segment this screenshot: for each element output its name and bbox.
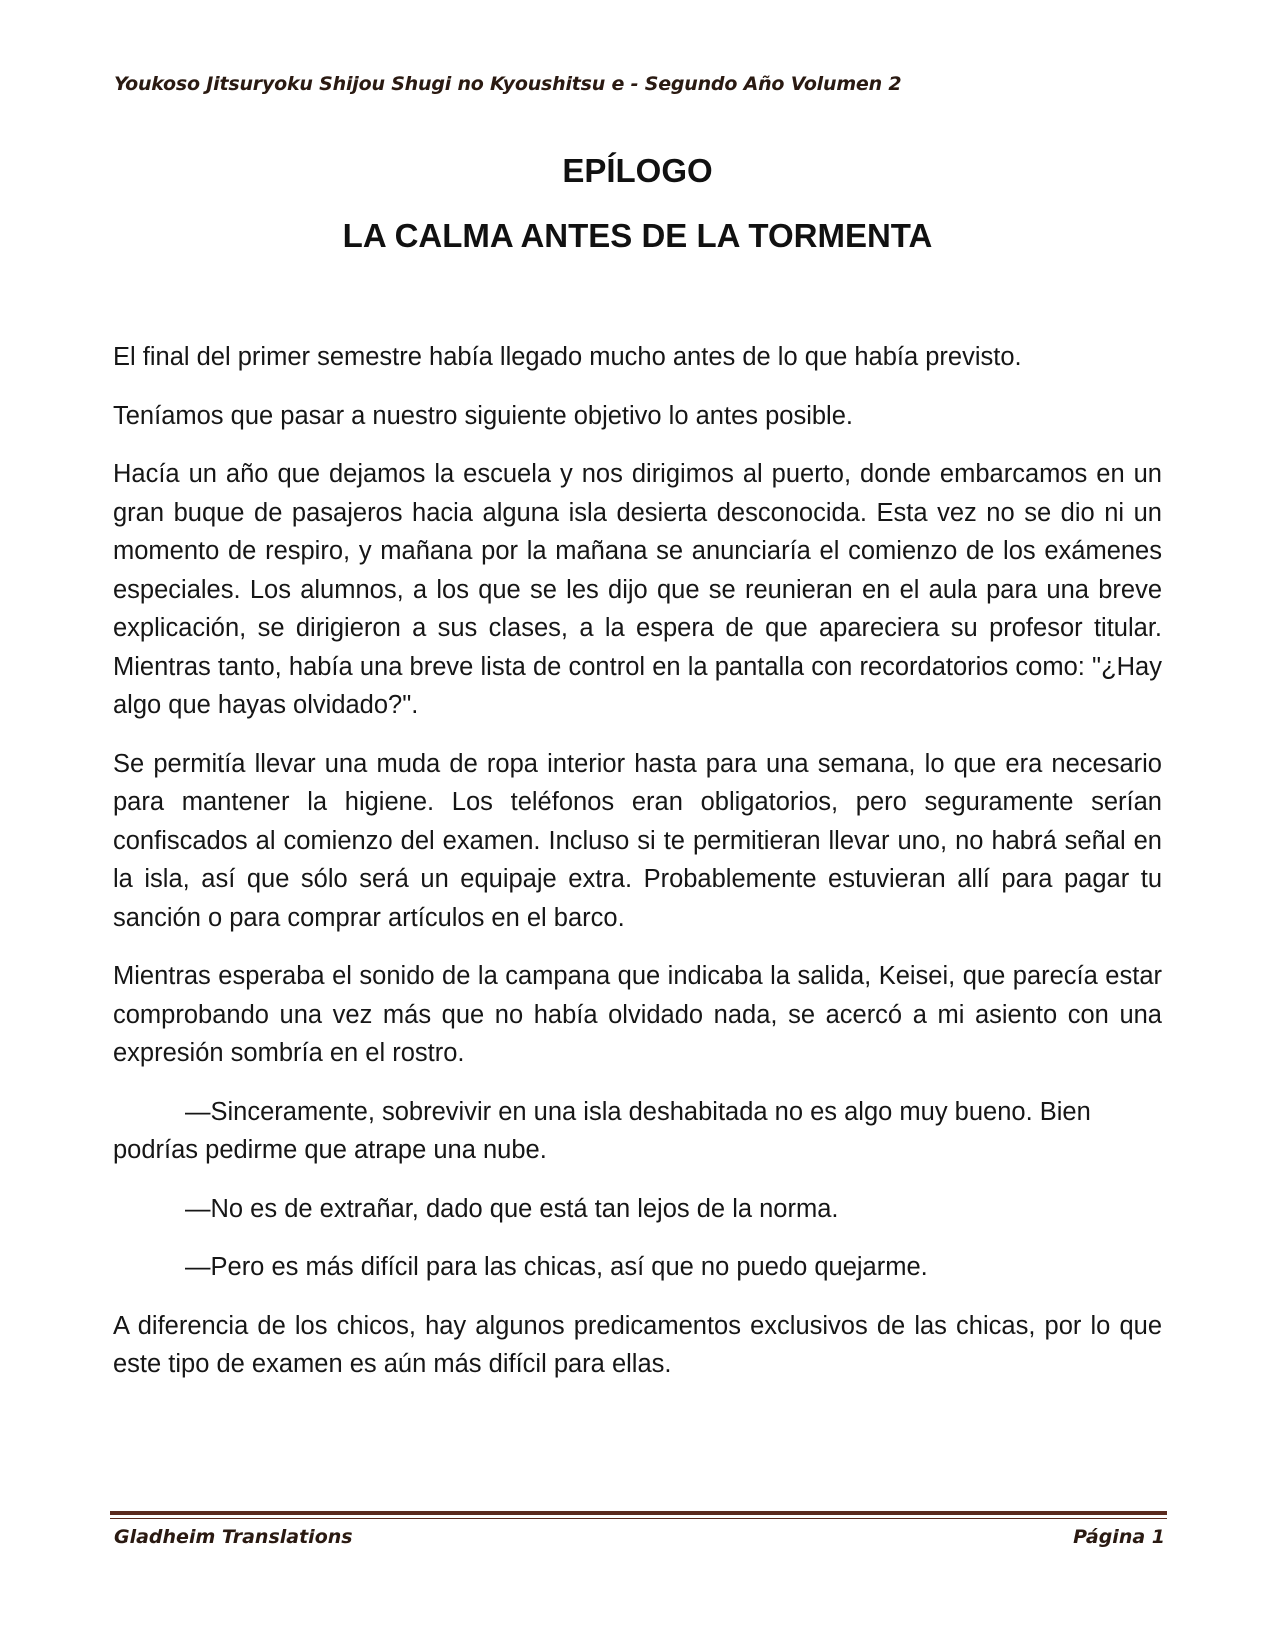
footer-credit: Gladheim Translations [114,1526,353,1548]
paragraph: Teníamos que pasar a nuestro siguiente objetivo lo antes posible. [113,401,853,430]
chapter-title: LA CALMA ANTES DE LA TORMENTA [342,217,933,254]
running-header: Youkoso Jitsuryoku Shijou Shugi no Kyoushitsu e - Segundo Año Volumen 2 [114,73,902,95]
dialogue-paragraph: —No es de extrañar, dado que está tan lejos de la norma. [185,1194,839,1223]
paragraph: Mientras esperaba el sonido de la campana que indicaba la salida, Keisei, que parecía estar comprobando una vez más que no había olvidado nada, se acercó a mi asiento con una expresión sombría en el rostro. [113,962,1162,1067]
chapter-label: EPÍLOGO [562,152,713,189]
paragraph: Se permitía llevar una muda de ropa interior hasta para una semana, lo que era necesario para mantener la higiene. Los teléfonos eran obligatorios, pero seguramente serían confiscados al comienzo del examen. Incluso si te permitieran llevar uno, no habrá señal en la isla, así que sólo será un equipaje extra. Probablemente estuvieran allí para pagar tu sanción o para comprar artículos en el barco. [113,749,1162,932]
paragraph: Hacía un año que dejamos la escuela y nos dirigimos al puerto, donde embarcamos en un gran buque de pasajeros hacia alguna isla desierta desconocida. Esta vez no se dio ni un momento de respiro, y mañana por la mañana se anunciaría el comienzo de los exámenes especiales. Los alumnos, a los que se les dijo que se reunieran en el aula para una breve explicación, se dirigieron a sus clases, a la espera de que apareciera su profesor titular. Mientras tanto, había una breve lista de control en la pantalla con recordatorios como: "¿Hay algo que hayas olvidado?". [113,460,1162,719]
footer-divider [110,1511,1167,1515]
paragraph: El final del primer semestre había llegado mucho antes de lo que había previsto. [113,343,1022,371]
chapter-body [113,338,1162,1404]
dialogue-paragraph: —Pero es más difícil para las chicas, así que no puedo quejarme. [185,1253,928,1281]
footer-divider-thin [110,1518,1167,1519]
paragraph: A diferencia de los chicos, hay algunos predicamentos exclusivos de las chicas, por lo que este tipo de examen es aún más difícil para ellas. [113,1311,1162,1378]
dialogue-paragraph: —Sinceramente, sobrevivir en una isla deshabitada no es algo muy bueno. Bien podrías pedirme que atrape una nube. [113,1097,1091,1164]
page-number: Página 1 [1073,1526,1165,1548]
